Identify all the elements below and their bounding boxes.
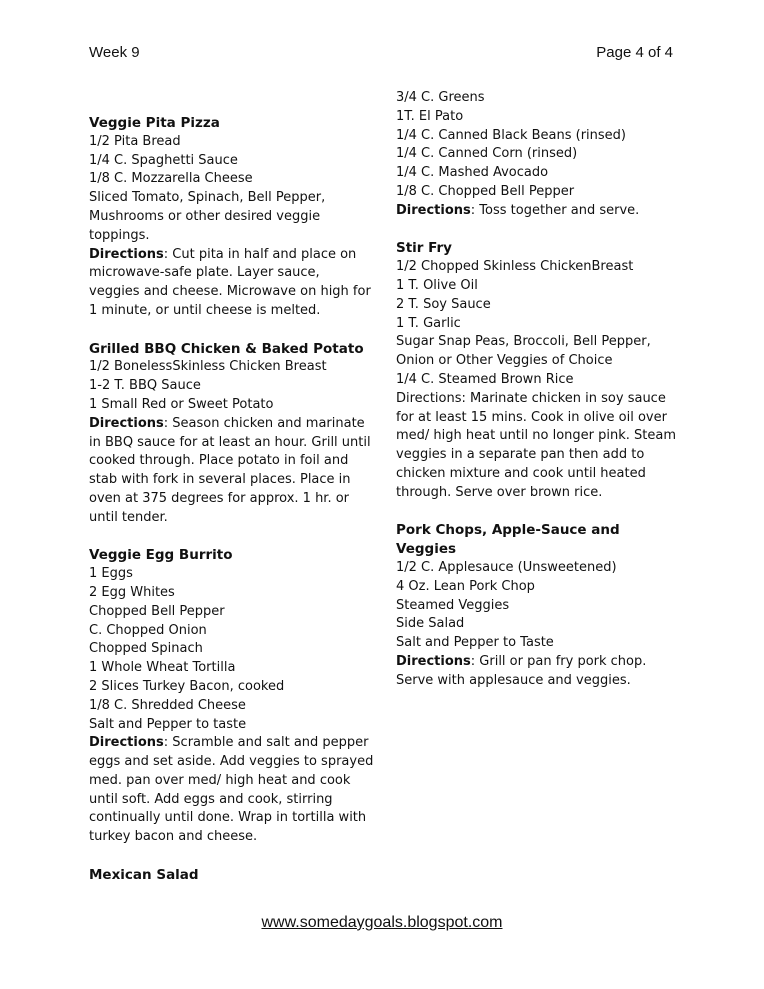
header-page-number: Page 4 of 4 <box>596 44 673 61</box>
directions-text: : Cut pita in half and place on microwave-safe plate. Layer sauce, veggies and cheese. Microwave on high for 1 minute, or until cheese is melted. <box>89 246 371 318</box>
directions-text: : Scramble and salt and pepper eggs and set aside. Add veggies to sprayed med. pan over med/ high heat and cook until soft. Add eggs and cook, stirring continually until done. Wrap in tortilla with turkey bacon and cheese. <box>89 735 374 845</box>
ingredient: 1/4 C. Mashed Avocado <box>396 165 549 181</box>
ingredient: 1-2 T. BBQ Sauce <box>89 378 201 394</box>
ingredient: 1/4 C. Spaghetti Sauce <box>89 152 238 168</box>
ingredient: 1/8 C. Chopped Bell Pepper <box>396 183 575 199</box>
directions-text: : Grill or pan fry pork chop. Serve with applesauce and veggies. <box>396 653 647 688</box>
ingredient: 1/4 C. Steamed Brown Rice <box>396 371 574 387</box>
ingredient: 3/4 C. Greens <box>396 90 485 105</box>
ingredient: Salt and Pepper to Taste <box>396 635 554 651</box>
ingredient: Chopped Bell Pepper <box>89 603 225 619</box>
ingredient: 1 Eggs <box>89 566 133 582</box>
ingredient: Sliced Tomato, Spinach, Bell Pepper, <box>89 190 326 206</box>
directions <box>89 246 374 321</box>
ingredient: 1/2 Chopped Skinless ChickenBreast <box>396 259 634 275</box>
directions: Directions: Marinate chicken in soy sauce for at least 15 mins. Cook in olive oil over med/ high heat until no longer pink. Steam veggies in a separate pan then add to chicken mixture and cook until heated through. Serve over brown rice. <box>396 390 676 500</box>
directions <box>396 202 681 221</box>
directions-label: Directions <box>89 246 164 262</box>
ingredient: Onion or Other Veggies of Choice <box>396 353 613 369</box>
recipe-title: Mexican Salad <box>89 866 199 883</box>
ingredient: 1/8 C. Mozzarella Cheese <box>89 171 253 187</box>
footer-blog-link[interactable]: www.somedaygoals.blogspot.com <box>261 914 503 931</box>
ingredient: 1 Small Red or Sweet Potato <box>89 396 274 412</box>
ingredient: 1/4 C. Canned Black Beans (rinsed) <box>396 127 626 143</box>
ingredient: Chopped Spinach <box>89 641 203 657</box>
recipe-grilled-bbq-chicken <box>89 340 374 528</box>
recipe-title: Veggie Egg Burrito <box>89 547 233 564</box>
ingredient: Steamed Veggies <box>396 597 510 613</box>
directions-label: Directions <box>89 735 164 751</box>
directions-label: Directions <box>396 653 471 669</box>
ingredient: 2 Egg Whites <box>89 584 175 600</box>
ingredient: 4 Oz. Lean Pork Chop <box>396 578 535 594</box>
ingredient: toppings. <box>89 227 150 243</box>
header-week: Week 9 <box>89 44 140 61</box>
ingredient: Side Salad <box>396 616 465 632</box>
ingredient: 1 T. Olive Oil <box>396 277 478 293</box>
ingredient: 1T. El Pato <box>396 108 464 124</box>
directions-label: Directions <box>396 202 471 218</box>
ingredient: Sugar Snap Peas, Broccoli, Bell Pepper, <box>396 334 651 350</box>
ingredient: C. Chopped Onion <box>89 622 207 638</box>
ingredient: 1/2 C. Applesauce (Unsweetened) <box>396 559 617 575</box>
recipe-title: Grilled BBQ Chicken & Baked Potato <box>89 340 364 357</box>
ingredient: 2 Slices Turkey Bacon, cooked <box>89 678 285 694</box>
right-column <box>396 89 681 691</box>
directions-text: : Toss together and serve. <box>470 202 640 218</box>
ingredient: 1/8 C. Shredded Cheese <box>89 697 246 713</box>
recipe-veggie-egg-burrito <box>89 546 374 847</box>
ingredient: 1/2 Pita Bread <box>89 133 181 149</box>
ingredient: Salt and Pepper to taste <box>89 716 247 732</box>
ingredient: 1 T. Garlic <box>396 315 461 331</box>
ingredient: 1 Whole Wheat Tortilla <box>89 660 236 676</box>
directions-label: Directions <box>89 415 164 431</box>
ingredient: 1/2 BonelessSkinless Chicken Breast <box>89 359 327 375</box>
left-column <box>89 114 374 885</box>
recipe-title: Stir Fry <box>396 240 452 257</box>
recipe-mexican-salad <box>89 866 374 885</box>
directions <box>396 653 681 691</box>
ingredient: Mushrooms or other desired veggie <box>89 208 321 224</box>
recipe-stir-fry <box>396 239 681 502</box>
directions <box>89 415 374 528</box>
recipe-title: Pork Chops, Apple-Sauce and Veggies <box>396 522 620 558</box>
recipe-title: Veggie Pita Pizza <box>89 115 220 131</box>
directions <box>89 734 374 847</box>
recipe-veggie-pita-pizza <box>89 114 374 321</box>
ingredient: 1/4 C. Canned Corn (rinsed) <box>396 146 578 162</box>
recipe-pork-chops <box>396 521 681 690</box>
ingredient: 2 T. Soy Sauce <box>396 296 491 312</box>
recipe-mexican-salad-continued <box>396 89 681 221</box>
directions-text: : Season chicken and marinate in BBQ sauce for at least an hour. Grill until cooked through. Place potato in foil and stab with fork in several places. Place in oven at 375 degrees for approx. 1 hr. or until tender. <box>89 415 371 525</box>
